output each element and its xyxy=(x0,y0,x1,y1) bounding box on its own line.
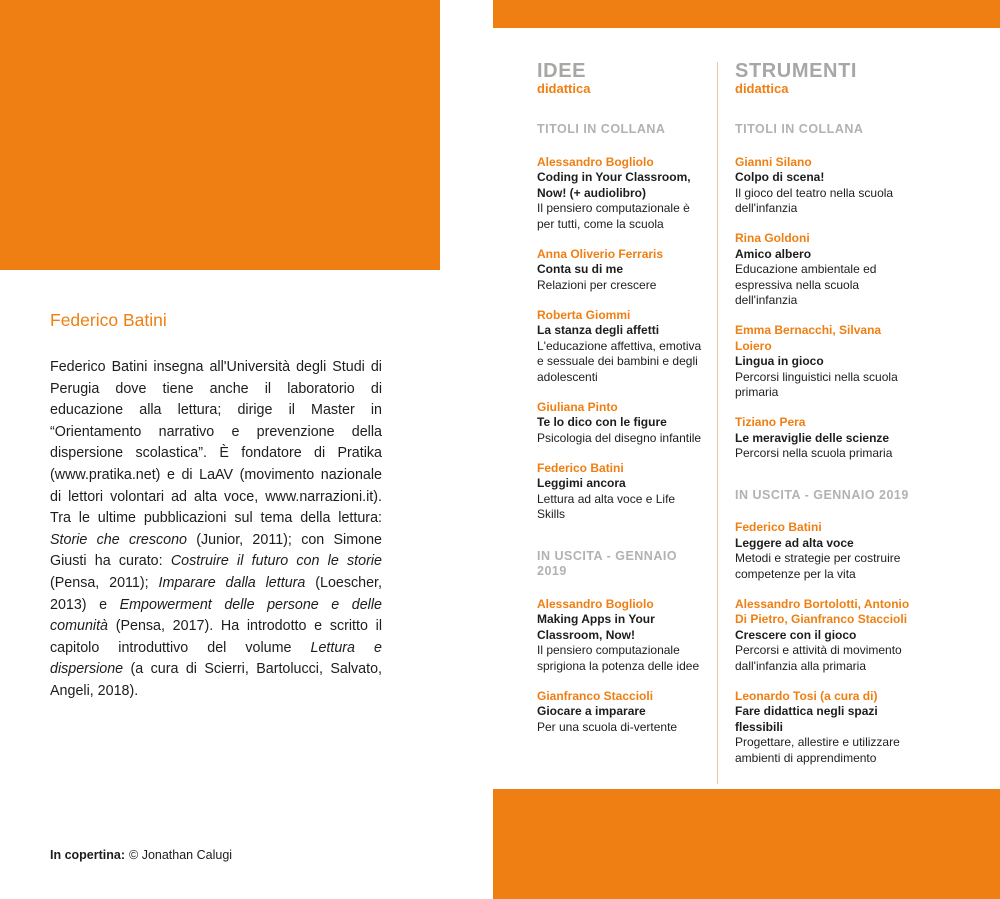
bio-book-title: Empowerment delle persone e delle comunità xyxy=(50,596,382,635)
book-title: Amico albero xyxy=(735,246,812,261)
book-entry xyxy=(735,597,913,675)
book-entry xyxy=(735,689,913,767)
book-title: La stanza degli affetti xyxy=(537,323,660,337)
book-title: Lingua in gioco xyxy=(735,354,824,368)
book-author: Rina Goldoni xyxy=(735,231,810,245)
book-subtitle: Metodi e strategie per costruire competenze per la vita xyxy=(735,551,901,581)
section-heading: IN USCITA - GENNAIO 2019 xyxy=(537,548,678,578)
bio-text: (Pensa, 2017). Ha introdotto e scritto il capitolo introduttivo del volume xyxy=(50,618,382,656)
bio-text: (Junior, 2011); con Simone Giusti ha curato: xyxy=(50,531,382,570)
series-subtitle: didattica xyxy=(735,81,789,96)
book-author: Alessandro Bogliolo xyxy=(537,596,654,611)
bio-text: (Loescher, 2013) e xyxy=(50,574,382,613)
book-title: Leggimi ancora xyxy=(537,476,626,490)
book-author: Leonardo Tosi (a cura di) xyxy=(735,688,878,703)
book-title: Colpo di scena! xyxy=(735,170,825,184)
book-entry xyxy=(537,155,705,233)
book-subtitle: Percorsi linguistici nella scuola primaria xyxy=(735,369,898,399)
catalog-section xyxy=(537,549,705,736)
book-subtitle: Il pensiero computazionale è per tutti, come la scuola xyxy=(537,201,690,231)
book-entry xyxy=(537,597,705,675)
book-title: Coding in Your Classroom, Now! (+ audiolibro) xyxy=(537,170,691,200)
series-subtitle: didattica xyxy=(537,81,591,96)
cover-credit-label: In copertina: xyxy=(50,848,126,862)
book-subtitle: Psicologia del disegno infantile xyxy=(537,430,702,445)
book-subtitle: Il pensiero computazionale sprigiona la potenza delle idee xyxy=(537,643,700,673)
book-title: Making Apps in Your Classroom, Now! xyxy=(537,612,655,642)
book-title: Fare didattica negli spazi flessibili xyxy=(735,704,878,734)
book-author: Giuliana Pinto xyxy=(537,399,618,414)
book-author: Alessandro Bogliolo xyxy=(537,154,654,169)
catalog-section xyxy=(537,122,705,523)
book-title: Crescere con il gioco xyxy=(735,627,857,642)
book-author: Gianfranco Staccioli xyxy=(537,688,654,703)
bio-text: (Pensa, 2011); xyxy=(50,574,159,591)
book-subtitle: Lettura ad alta voce e Life Skills xyxy=(537,491,676,521)
sections xyxy=(735,122,913,766)
author-flap xyxy=(50,310,382,703)
book-title: Le meraviglie delle scienze xyxy=(735,430,890,445)
book-subtitle: Progettare, allestire e utilizzare ambienti di apprendimento xyxy=(735,735,900,765)
book-subtitle: Per una scuola di-vertente xyxy=(537,719,678,734)
bio-text: (a cura di Scierri, Bartolucci, Salvato, Angeli, 2018). xyxy=(50,661,382,699)
orange-bar-top-right xyxy=(493,0,1000,28)
catalog-section xyxy=(735,122,913,462)
catalog-column-strumenti xyxy=(735,60,913,781)
cover-credit xyxy=(50,848,232,862)
section-heading: TITOLI IN COLLANA xyxy=(735,122,864,136)
book-subtitle: Percorsi e attività di movimento dall'infanzia alla primaria xyxy=(735,643,902,673)
book-entry xyxy=(735,231,913,309)
book-author: Anna Oliverio Ferraris xyxy=(537,246,664,261)
book-author: Federico Batini xyxy=(735,520,822,534)
bio-book-title: Costruire il futuro con le storie xyxy=(170,553,382,570)
book-subtitle: Educazione ambientale ed espressiva nella scuola dell'infanzia xyxy=(735,262,877,307)
bio-text: Federico Batini insegna all'Università degli Studi di Perugia dove tiene anche il laboratorio di educazione alla lettura; dirige il Master in “Orientamento narrativo e prevenzione della dispersione scolastica”. È fondatore di Pratika (www.pratika.net) e di LaAV (movimento nazionale di lettori volontari ad alta voce, www.narrazioni.it). Tra le ultime pubblicazioni sul tema della lettura: xyxy=(50,359,382,527)
book-subtitle: L'educazione affettiva, emotiva e sessuale dei bambini e degli adolescenti xyxy=(537,338,702,384)
catalog-section xyxy=(735,488,913,767)
catalog-column-idee xyxy=(537,60,705,750)
book-subtitle: Percorsi nella scuola primaria xyxy=(735,446,893,460)
series-header-strumenti xyxy=(735,60,913,96)
book-author: Roberta Giommi xyxy=(537,307,631,322)
orange-block-top-left xyxy=(0,0,440,270)
book-entry xyxy=(537,247,705,294)
book-author: Emma Bernacchi, Silvana Loiero xyxy=(735,323,882,353)
book-author: Federico Batini xyxy=(537,460,624,475)
bio-book-title: Lettura e dispersione xyxy=(50,639,382,678)
book-entry xyxy=(537,308,705,386)
book-author: Alessandro Bortolotti, Antonio Di Pietro, Gianfranco Staccioli xyxy=(735,596,910,626)
author-heading: Federico Batini xyxy=(50,310,167,330)
cover-credit-value: © Jonathan Calugi xyxy=(129,848,233,862)
orange-block-bottom-right xyxy=(493,789,1000,899)
book-author: Tiziano Pera xyxy=(735,415,806,429)
section-heading: TITOLI IN COLLANA xyxy=(537,122,666,136)
series-name: STRUMENTI xyxy=(735,60,858,82)
section-heading: IN USCITA - GENNAIO 2019 xyxy=(735,487,909,502)
book-entry xyxy=(537,400,705,447)
book-author: Gianni Silano xyxy=(735,154,812,169)
book-entry xyxy=(735,323,913,401)
column-divider xyxy=(717,62,718,784)
book-entry xyxy=(735,155,913,217)
book-title: Conta su di me xyxy=(537,262,624,276)
series-header-idee xyxy=(537,60,705,96)
book-entry xyxy=(735,520,913,582)
series-name: IDEE xyxy=(537,60,587,82)
bio-book-title: Storie che crescono xyxy=(50,531,187,548)
book-title: Te lo dico con le figure xyxy=(537,415,667,429)
book-title: Giocare a imparare xyxy=(537,704,646,718)
bio-book-title: Imparare dalla lettura xyxy=(158,574,306,591)
book-title: Leggere ad alta voce xyxy=(735,535,854,550)
book-entry xyxy=(735,415,913,462)
sections xyxy=(537,122,705,735)
author-bio xyxy=(50,357,382,703)
book-subtitle: Il gioco del teatro nella scuola dell'infanzia xyxy=(735,185,894,215)
book-entry xyxy=(537,461,705,523)
book-subtitle: Relazioni per crescere xyxy=(537,277,657,292)
book-entry xyxy=(537,689,705,736)
